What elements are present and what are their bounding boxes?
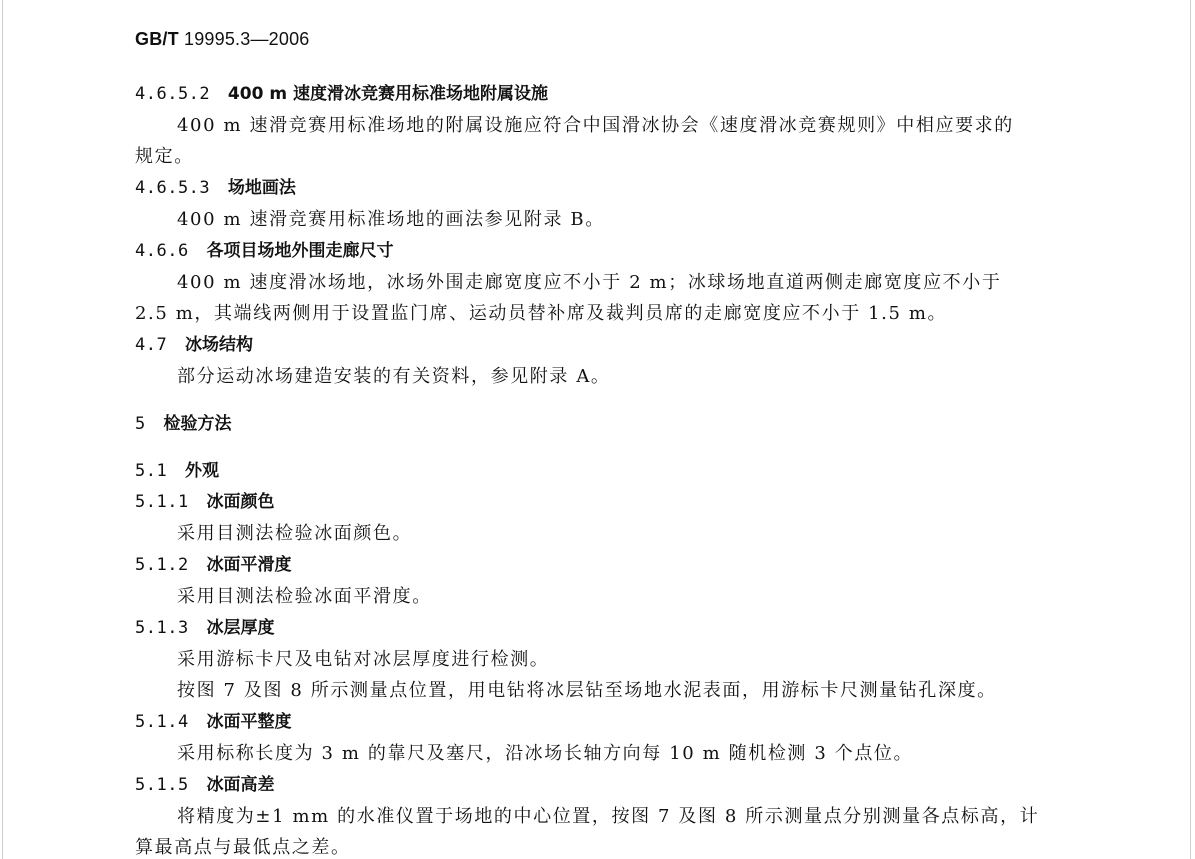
section-title: 冰场结构 xyxy=(184,335,253,355)
section-heading-5-1-2 xyxy=(135,557,291,574)
standard-number: 19995.3—2006 xyxy=(184,29,310,49)
paragraph-5-1-5-line-2: 算最高点与最低点之差。 xyxy=(135,837,351,858)
chapter-heading-5 xyxy=(135,416,232,433)
section-number: 5.1.4 xyxy=(135,712,189,732)
section-number: 4.6.5.3 xyxy=(135,178,211,198)
paragraph-4-7: 部分运动冰场建造安装的有关资料，参见附录 A。 xyxy=(177,366,611,387)
section-number: 5.1.5 xyxy=(135,775,189,795)
section-number: 5.1.1 xyxy=(135,492,189,512)
section-title: 各项目场地外围走廊尺寸 xyxy=(206,241,394,261)
standard-code-header xyxy=(135,30,310,48)
paragraph-5-1-3-2: 按图 7 及图 8 所示测量点位置，用电钻将冰层钻至场地水泥表面，用游标卡尺测量钻孔深度。 xyxy=(177,680,997,701)
paragraph-5-1-5-line-1: 将精度为±1 mm 的水准仪置于场地的中心位置，按图 7 及图 8 所示测量点分别测量各点标高，计 xyxy=(177,806,1040,827)
section-heading-5-1-1 xyxy=(135,494,274,511)
section-title: 外观 xyxy=(184,461,219,481)
section-heading-4-6-5-2 xyxy=(135,86,548,103)
section-number: 4.6.5.2 xyxy=(135,84,211,104)
section-title: 400 m 速度滑冰竞赛用标准场地附属设施 xyxy=(227,84,548,104)
section-heading-4-7 xyxy=(135,337,253,354)
section-number: 4.6.6 xyxy=(135,241,189,261)
paragraph-4-6-5-2-line-1: 400 m 速滑竞赛用标准场地的附属设施应符合中国滑冰协会《速度滑冰竞赛规则》中相应要求的 xyxy=(177,115,1014,136)
section-title: 冰面平滑度 xyxy=(206,555,292,575)
section-heading-4-6-5-3 xyxy=(135,180,296,197)
section-number: 5.1.3 xyxy=(135,618,189,638)
section-heading-5-1 xyxy=(135,463,219,480)
section-title: 场地画法 xyxy=(227,178,296,198)
section-number: 5.1.2 xyxy=(135,555,189,575)
paragraph-5-1-3-1: 采用游标卡尺及电钻对冰层厚度进行检测。 xyxy=(177,649,550,670)
paragraph-5-1-1: 采用目测法检验冰面颜色。 xyxy=(177,523,413,544)
page-edge-left xyxy=(2,0,3,859)
section-heading-5-1-5 xyxy=(135,777,274,794)
paragraph-5-1-4: 采用标称长度为 3 m 的靠尺及塞尺，沿冰场长轴方向每 10 m 随机检测 3 个点位。 xyxy=(177,743,914,764)
section-title: 冰面平整度 xyxy=(206,712,292,732)
section-title: 冰面高差 xyxy=(206,775,275,795)
section-number: 5.1 xyxy=(135,461,168,481)
chapter-number: 5 xyxy=(135,414,146,434)
paragraph-5-1-2: 采用目测法检验冰面平滑度。 xyxy=(177,586,432,607)
page-edge-right xyxy=(1190,0,1191,859)
section-heading-4-6-6 xyxy=(135,243,393,260)
standard-prefix: GB/T xyxy=(135,29,179,49)
paragraph-4-6-5-3: 400 m 速滑竞赛用标准场地的画法参见附录 B。 xyxy=(177,209,605,230)
chapter-title: 检验方法 xyxy=(163,414,232,434)
section-heading-5-1-4 xyxy=(135,714,291,731)
paragraph-4-6-6-line-1: 400 m 速度滑冰场地，冰场外围走廊宽度应不小于 2 m；冰球场地直道两侧走廊宽度应不小于 xyxy=(177,272,1002,293)
paragraph-4-6-5-2-line-2: 规定。 xyxy=(135,146,194,167)
section-number: 4.7 xyxy=(135,335,168,355)
paragraph-4-6-6-line-2: 2.5 m，其端线两侧用于设置监门席、运动员替补席及裁判员席的走廊宽度应不小于 1.5 m。 xyxy=(135,303,948,324)
section-heading-5-1-3 xyxy=(135,620,274,637)
section-title: 冰层厚度 xyxy=(206,618,275,638)
section-title: 冰面颜色 xyxy=(206,492,275,512)
